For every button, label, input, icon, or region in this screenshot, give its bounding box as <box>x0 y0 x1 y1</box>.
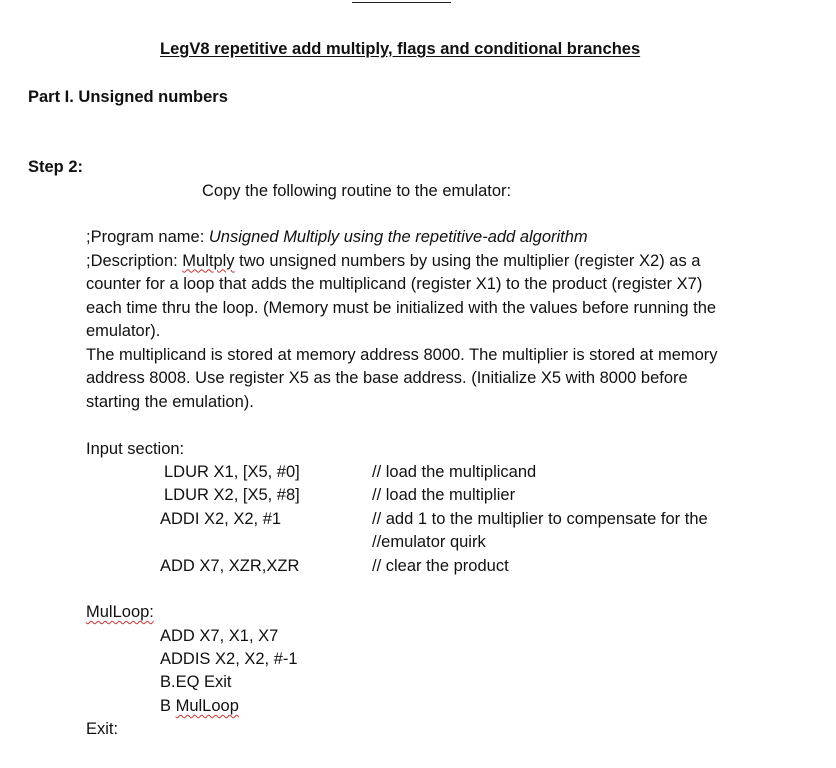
document-title: LegV8 repetitive add multiply, flags and conditional branches <box>160 40 641 58</box>
code-line-clear-product: ADD X7, XZR,XZR <box>160 557 300 575</box>
exit-label: Exit: <box>86 720 119 738</box>
description-line-4: emulator). <box>86 322 161 340</box>
code-line-add-loop: ADD X7, X1, X7 <box>160 627 279 645</box>
branch-prefix: B <box>160 697 176 715</box>
program-name-prefix: ;Program name: <box>86 228 209 246</box>
description-paragraph <box>86 226 786 414</box>
description-line-1 <box>86 250 786 274</box>
code-line-ldur-x1: LDUR X1, [X5, #0] <box>164 463 300 481</box>
comment-emulator-quirk: //emulator quirk <box>372 533 486 551</box>
part-heading: Part I. Unsigned numbers <box>28 88 228 106</box>
memory-note-line-1: The multiplicand is stored at memory address 8000. The multiplier is stored at memory <box>86 345 718 364</box>
code-line-branch <box>160 695 239 719</box>
description-line-3: each time thru the loop. (Memory must be initialized with the values before running the <box>86 298 717 317</box>
code-line-addis: ADDIS X2, X2, #-1 <box>160 650 298 668</box>
code-line-addi: ADDI X2, X2, #1 <box>160 510 282 528</box>
loop-label: MulLoop: <box>86 603 154 621</box>
comment-load-multiplicand: // load the multiplicand <box>372 463 537 481</box>
top-rule <box>352 2 451 3</box>
program-name-line <box>86 226 786 250</box>
step-heading: Step 2: <box>28 158 84 176</box>
description-prefix: ;Description: <box>86 251 183 270</box>
program-name: Unsigned Multiply using the repetitive-add algorithm <box>208 228 588 246</box>
memory-note-line-2: address 8008. Use register X5 as the base address. (Initialize X5 with 8000 before <box>86 369 688 387</box>
description-line-2: counter for a loop that adds the multiplicand (register X1) to the product (register X7) <box>86 275 703 293</box>
description-line-1-rest: two unsigned numbers by using the multiplier (register X2) as a <box>234 251 701 270</box>
code-line-ldur-x2: LDUR X2, [X5, #8] <box>164 486 300 504</box>
comment-load-multiplier: // load the multiplier <box>372 486 516 504</box>
instruction-text: Copy the following routine to the emulator: <box>202 182 512 200</box>
misspelled-word: Multply <box>182 251 235 270</box>
branch-target: MulLoop <box>175 697 239 715</box>
memory-note-line-3: starting the emulation). <box>86 392 254 411</box>
input-section-label: Input section: <box>86 440 185 458</box>
code-line-beq: B.EQ Exit <box>160 673 232 691</box>
comment-add-one: // add 1 to the multiplier to compensate for the <box>372 510 708 528</box>
comment-clear-product: // clear the product <box>372 557 509 575</box>
